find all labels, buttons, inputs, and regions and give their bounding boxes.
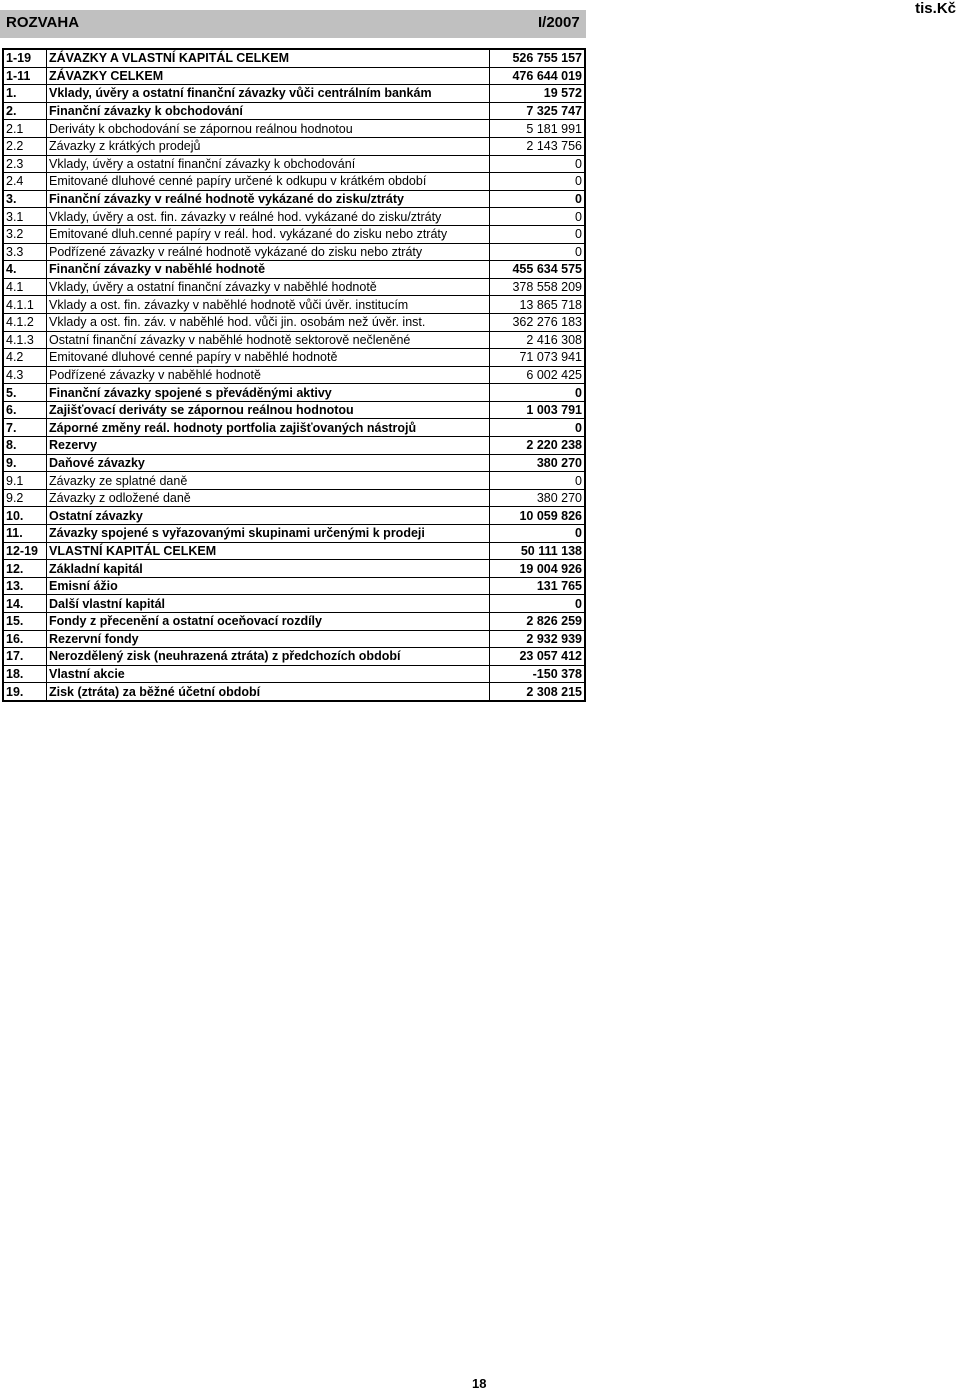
row-value: 2 220 238 <box>490 437 586 455</box>
report-period: I/2007 <box>538 14 580 31</box>
row-label: Rezervy <box>47 437 490 455</box>
row-code: 19. <box>3 683 47 701</box>
row-code: 18. <box>3 665 47 683</box>
table-row <box>3 437 585 455</box>
row-value: 2 932 939 <box>490 630 586 648</box>
row-label: Základní kapitál <box>47 560 490 578</box>
row-value: 0 <box>490 173 586 191</box>
row-code: 4.2 <box>3 349 47 367</box>
row-value: 378 558 209 <box>490 278 586 296</box>
row-label: Emitované dluhové cenné papíry v naběhlé hodnotě <box>47 349 490 367</box>
row-code: 11. <box>3 525 47 543</box>
report-title: ROZVAHA <box>6 14 80 31</box>
row-label: Zisk (ztráta) za běžné účetní období <box>47 683 490 701</box>
table-row <box>3 155 585 173</box>
table-row <box>3 296 585 314</box>
row-code: 3.2 <box>3 225 47 243</box>
row-value: 23 057 412 <box>490 648 586 666</box>
table-row <box>3 243 585 261</box>
row-value: 50 111 138 <box>490 542 586 560</box>
table-row <box>3 419 585 437</box>
row-value: 0 <box>490 472 586 490</box>
row-label: Podřízené závazky v reálné hodnotě vykázané do zisku nebo ztráty <box>47 243 490 261</box>
table-row <box>3 507 585 525</box>
row-code: 12-19 <box>3 542 47 560</box>
table-row <box>3 102 585 120</box>
row-label: Emitované dluhové cenné papíry určené k odkupu v krátkém období <box>47 173 490 191</box>
row-label: Rezervní fondy <box>47 630 490 648</box>
row-value: 6 002 425 <box>490 366 586 384</box>
row-value: 380 270 <box>490 454 586 472</box>
table-row <box>3 577 585 595</box>
row-value: 526 755 157 <box>490 49 586 67</box>
row-code: 7. <box>3 419 47 437</box>
table-row <box>3 683 585 701</box>
row-value: 0 <box>490 190 586 208</box>
table-row <box>3 278 585 296</box>
table-row <box>3 630 585 648</box>
table-row <box>3 366 585 384</box>
row-label: Vlastní akcie <box>47 665 490 683</box>
row-code: 2.2 <box>3 137 47 155</box>
table-row <box>3 595 585 613</box>
row-value: 455 634 575 <box>490 261 586 279</box>
table-row <box>3 120 585 138</box>
row-value: 0 <box>490 243 586 261</box>
row-value: 362 276 183 <box>490 313 586 331</box>
row-label: ZÁVAZKY A VLASTNÍ KAPITÁL CELKEM <box>47 49 490 67</box>
table-row <box>3 525 585 543</box>
row-value: 0 <box>490 225 586 243</box>
row-label: Závazky ze splatné daně <box>47 472 490 490</box>
row-value: 2 308 215 <box>490 683 586 701</box>
row-label: Závazky z odložené daně <box>47 489 490 507</box>
row-label: Vklady, úvěry a ostatní finanční závazky vůči centrálním bankám <box>47 85 490 103</box>
row-value: 19 572 <box>490 85 586 103</box>
row-label: Deriváty k obchodování se zápornou reálnou hodnotou <box>47 120 490 138</box>
row-code: 17. <box>3 648 47 666</box>
row-code: 9.1 <box>3 472 47 490</box>
table-row <box>3 67 585 85</box>
row-label: Nerozdělený zisk (neuhrazená ztráta) z předchozích období <box>47 648 490 666</box>
row-value: 0 <box>490 208 586 226</box>
row-label: Emisní ážio <box>47 577 490 595</box>
row-value: 19 004 926 <box>490 560 586 578</box>
row-value: -150 378 <box>490 665 586 683</box>
row-label: Podřízené závazky v naběhlé hodnotě <box>47 366 490 384</box>
row-code: 4. <box>3 261 47 279</box>
row-code: 2.1 <box>3 120 47 138</box>
row-label: Zajišťovací deriváty se zápornou reálnou hodnotou <box>47 401 490 419</box>
table-row <box>3 208 585 226</box>
table-row <box>3 665 585 683</box>
row-value: 7 325 747 <box>490 102 586 120</box>
report-header-bar <box>0 10 586 38</box>
table-row <box>3 648 585 666</box>
row-value: 131 765 <box>490 577 586 595</box>
table-row <box>3 190 585 208</box>
page-number: 18 <box>472 1376 487 1391</box>
table-row <box>3 384 585 402</box>
row-code: 1-11 <box>3 67 47 85</box>
table-row <box>3 313 585 331</box>
row-label: Finanční závazky v reálné hodnotě vykázané do zisku/ztráty <box>47 190 490 208</box>
row-value: 0 <box>490 419 586 437</box>
row-label: Finanční závazky k obchodování <box>47 102 490 120</box>
row-label: Vklady, úvěry a ost. fin. závazky v reálné hod. vykázané do zisku/ztráty <box>47 208 490 226</box>
row-label: Finanční závazky v naběhlé hodnotě <box>47 261 490 279</box>
table-row <box>3 331 585 349</box>
table-row <box>3 454 585 472</box>
table-row <box>3 349 585 367</box>
row-code: 5. <box>3 384 47 402</box>
row-value: 2 416 308 <box>490 331 586 349</box>
row-value: 0 <box>490 525 586 543</box>
row-label: Vklady, úvěry a ostatní finanční závazky v naběhlé hodnotě <box>47 278 490 296</box>
row-code: 2.3 <box>3 155 47 173</box>
table-row <box>3 472 585 490</box>
row-label: VLASTNÍ KAPITÁL CELKEM <box>47 542 490 560</box>
row-value: 2 826 259 <box>490 613 586 631</box>
row-code: 4.1.2 <box>3 313 47 331</box>
row-code: 14. <box>3 595 47 613</box>
row-label: Ostatní závazky <box>47 507 490 525</box>
row-label: Fondy z přecenění a ostatní oceňovací rozdíly <box>47 613 490 631</box>
row-code: 13. <box>3 577 47 595</box>
row-code: 8. <box>3 437 47 455</box>
row-value: 71 073 941 <box>490 349 586 367</box>
row-code: 4.1 <box>3 278 47 296</box>
currency-unit: tis.Kč <box>915 0 956 17</box>
row-code: 3.3 <box>3 243 47 261</box>
row-label: ZÁVAZKY CELKEM <box>47 67 490 85</box>
table-row <box>3 261 585 279</box>
row-value: 0 <box>490 155 586 173</box>
table-row <box>3 401 585 419</box>
table-row <box>3 560 585 578</box>
row-code: 16. <box>3 630 47 648</box>
table-row <box>3 542 585 560</box>
row-code: 15. <box>3 613 47 631</box>
row-code: 2. <box>3 102 47 120</box>
table-row <box>3 85 585 103</box>
row-code: 1. <box>3 85 47 103</box>
row-value: 5 181 991 <box>490 120 586 138</box>
row-label: Vklady a ost. fin. záv. v naběhlé hod. vůči jin. osobám než úvěr. inst. <box>47 313 490 331</box>
balance-sheet-table <box>2 48 586 702</box>
row-label: Záporné změny reál. hodnoty portfolia zajišťovaných nástrojů <box>47 419 490 437</box>
row-value: 1 003 791 <box>490 401 586 419</box>
row-label: Ostatní finanční závazky v naběhlé hodnotě sektorově nečleněné <box>47 331 490 349</box>
table-row <box>3 613 585 631</box>
row-value: 10 059 826 <box>490 507 586 525</box>
row-label: Vklady, úvěry a ostatní finanční závazky k obchodování <box>47 155 490 173</box>
row-code: 3.1 <box>3 208 47 226</box>
row-code: 4.3 <box>3 366 47 384</box>
row-label: Další vlastní kapitál <box>47 595 490 613</box>
row-value: 13 865 718 <box>490 296 586 314</box>
row-code: 3. <box>3 190 47 208</box>
row-label: Daňové závazky <box>47 454 490 472</box>
table-row <box>3 489 585 507</box>
row-value: 0 <box>490 384 586 402</box>
row-code: 4.1.1 <box>3 296 47 314</box>
row-code: 9. <box>3 454 47 472</box>
row-label: Emitované dluh.cenné papíry v reál. hod. vykázané do zisku nebo ztráty <box>47 225 490 243</box>
row-value: 2 143 756 <box>490 137 586 155</box>
table-row <box>3 225 585 243</box>
row-code: 1-19 <box>3 49 47 67</box>
row-code: 10. <box>3 507 47 525</box>
row-code: 6. <box>3 401 47 419</box>
row-value: 380 270 <box>490 489 586 507</box>
table-row <box>3 173 585 191</box>
table-row <box>3 49 585 67</box>
row-label: Závazky spojené s vyřazovanými skupinami určenými k prodeji <box>47 525 490 543</box>
row-value: 476 644 019 <box>490 67 586 85</box>
row-label: Závazky z krátkých prodejů <box>47 137 490 155</box>
row-label: Finanční závazky spojené s převáděnými aktivy <box>47 384 490 402</box>
table-row <box>3 137 585 155</box>
row-value: 0 <box>490 595 586 613</box>
row-label: Vklady a ost. fin. závazky v naběhlé hodnotě vůči úvěr. institucím <box>47 296 490 314</box>
row-code: 2.4 <box>3 173 47 191</box>
row-code: 12. <box>3 560 47 578</box>
row-code: 4.1.3 <box>3 331 47 349</box>
row-code: 9.2 <box>3 489 47 507</box>
balance-sheet-rows <box>3 49 585 701</box>
